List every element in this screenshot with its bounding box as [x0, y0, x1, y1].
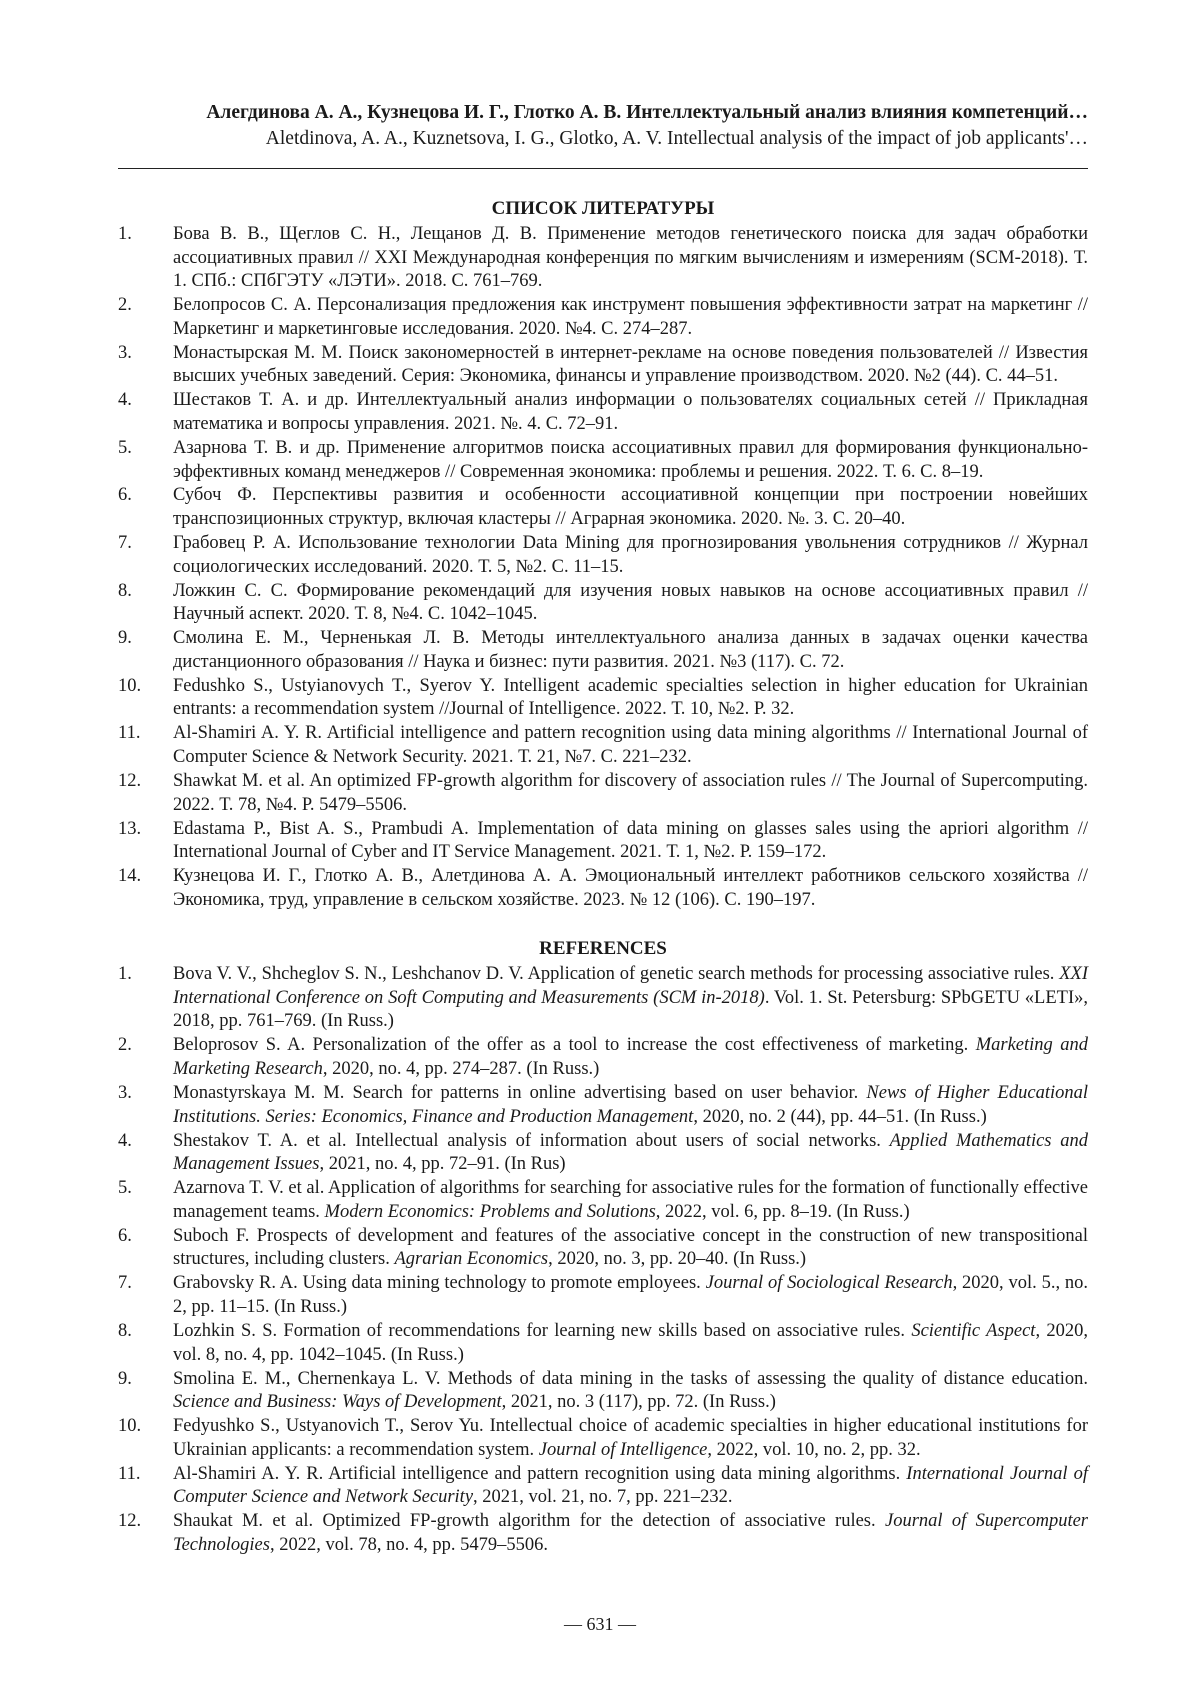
reference-text: Азарнова Т. В. и др. Применение алгоритмов поиска ассоциативных правил для формирования функционально-эффективных команд менеджеров // Современная экономика: проблемы и решения. 2022. Т. 6. С. 8–19.: [173, 437, 1088, 482]
reference-text: Бова В. В., Щеглов С. Н., Лещанов Д. В. Применение методов генетического поиска для задач обработки ассоциативных правил // XXI Международная конференция по мягким вычислениям и измерениям (SCM-2018). Т. 1. СПб.: СПбГЭТУ «ЛЭТИ». 2018. С. 761–769.: [173, 224, 1088, 292]
reference-source-title: Agrarian Economics: [394, 1249, 549, 1270]
reference-text: Azarnova T. V. et al. Application of algorithms for searching for associative rules for the formation of functionally effective management teams.: [173, 1178, 1088, 1222]
reference-item: [118, 1510, 1088, 1557]
reference-text: Грабовец Р. А. Использование технологии Data Mining для прогнозирования увольнения сотрудников // Журнал социологических исследований. 2020. Т. 5, №2. С. 11–15.: [173, 533, 1088, 577]
reference-text: Смолина Е. М., Черненькая Л. В. Методы интеллектуального анализа данных в задачах оценки качества дистанционного образования // Наука и бизнес: пути развития. 2021. №3 (117). С. 72.: [173, 628, 1088, 672]
reference-number: 10.: [118, 1416, 142, 1437]
reference-source-title: Marketing and Marketing Research: [173, 1035, 1089, 1080]
reference-text: Lozhkin S. S. Formation of recommendations for learning new skills based on associative rules.: [173, 1320, 912, 1341]
reference-number: 3.: [118, 342, 132, 363]
reference-item: [118, 223, 1088, 294]
reference-item: [118, 627, 1088, 674]
reference-number: 8.: [118, 1320, 132, 1341]
reference-number: 4.: [118, 1130, 132, 1151]
reference-text: , 2022, vol. 10, no. 2, pp. 32.: [707, 1439, 921, 1460]
reference-item: [118, 389, 1088, 436]
reference-number: 4.: [118, 390, 132, 411]
reference-number: 7.: [118, 1273, 132, 1294]
reference-number: 2.: [118, 295, 132, 316]
reference-text: , 2021, vol. 21, no. 7, pp. 221–232.: [473, 1487, 733, 1508]
header-rule: [118, 168, 1088, 169]
reference-number: 6.: [118, 1225, 132, 1246]
reference-text: , 2021, no. 3 (117), pp. 72. (In Russ.): [501, 1392, 776, 1413]
reference-text: , 2020, vol. 5., no. 2, pp. 11–15. (In Russ.): [173, 1273, 1089, 1317]
reference-source-title: Applied Mathematics and Management Issues: [173, 1130, 1088, 1175]
reference-item: [118, 865, 1088, 912]
reference-source-title: Modern Economics: Problems and Solutions: [324, 1201, 656, 1222]
reference-text: Shestakov T. A. et al. Intellectual analysis of information about users of social networks.: [173, 1130, 890, 1151]
reference-text: Монастырская М. М. Поиск закономерностей в интернет-рекламе на основе поведения пользователей // Известия высших учебных заведений. Серия: Экономика, финансы и управление производством. 2020. №2 (44). С. 44–51.: [173, 342, 1088, 387]
reference-item: [118, 722, 1088, 769]
reference-number: 8.: [118, 580, 132, 601]
body: [118, 196, 1088, 1558]
reference-source-title: News of Higher Educational Institutions. Series: Economics, Finance and Production Management: [173, 1083, 1088, 1127]
reference-list-en: [118, 963, 1088, 1557]
reference-text: , 2020, vol. 8, no. 4, pp. 1042–1045. (In Russ.): [173, 1320, 1088, 1365]
reference-item: [118, 1034, 1088, 1081]
reference-item: [118, 1225, 1088, 1272]
reference-text: , 2020, no. 3, pp. 20–40. (In Russ.): [548, 1249, 807, 1270]
reference-text: , 2021, no. 4, pp. 72–91. (In Rus): [319, 1154, 566, 1175]
reference-item: [118, 1177, 1088, 1224]
reference-item: [118, 818, 1088, 865]
reference-text: Grabovsky R. A. Using data mining technology to promote employees.: [173, 1273, 706, 1294]
reference-number: 9.: [118, 628, 132, 649]
reference-text: Suboch F. Prospects of development and features of the associative concept in the construction of new transpositional structures, including clusters.: [173, 1225, 1088, 1270]
reference-item: [118, 484, 1088, 531]
reference-item: [118, 342, 1088, 389]
reference-number: 9.: [118, 1368, 132, 1389]
reference-text: Fedyushko S., Ustyanovich T., Serov Yu. Intellectual choice of academic specialties in higher educational institutions for Ukrainian applicants: a recommendation system.: [173, 1416, 1088, 1460]
reference-number: 5.: [118, 437, 132, 458]
section-title-ru: СПИСОК ЛИТЕРАТУРЫ: [491, 198, 715, 219]
reference-number: 6.: [118, 485, 132, 506]
page-number: — 631 —: [564, 1614, 636, 1634]
reference-text: , 2022, vol. 78, no. 4, pp. 5479–5506.: [269, 1534, 548, 1555]
reference-text: Shawkat M. et al. An optimized FP-growth algorithm for discovery of association rules // The Journal of Supercomputing. 2022. Т. 78, №4. Р. 5479–5506.: [173, 770, 1088, 815]
reference-number: 13.: [118, 818, 142, 839]
reference-text: . Vol. 1. St. Petersburg: SPbGETU «LETI», 2018, pp. 761–769. (In Russ.): [173, 987, 1088, 1032]
reference-source-title: Science and Business: Ways of Development: [173, 1392, 502, 1413]
reference-item: [118, 1082, 1088, 1129]
reference-item: [118, 1415, 1088, 1462]
reference-text: Al-Shamiri A. Y. R. Artificial intelligence and pattern recognition using data mining algorithms // International Journal of Computer Science & Network Security. 2021. Т. 21, №7. С. 221–232.: [173, 723, 1088, 767]
reference-item: [118, 1272, 1088, 1319]
reference-number: 11.: [118, 723, 141, 744]
reference-text: Ложкин С. С. Формирование рекомендаций для изучения новых навыков на основе ассоциативных правил // Научный аспект. 2020. Т. 8, №4. С. 1042–1045.: [173, 580, 1088, 625]
running-head-ru: Алегдинова А. А., Кузнецова И. Г., Глотко А. В. Интеллектуальный анализ влияния компетенций…: [206, 102, 1088, 123]
reference-item: [118, 675, 1088, 722]
reference-item: [118, 580, 1088, 627]
reference-list-ru: [118, 223, 1088, 912]
reference-number: 3.: [118, 1083, 132, 1104]
reference-item: [118, 1320, 1088, 1367]
running-head: [118, 100, 1088, 152]
reference-item: [118, 770, 1088, 817]
reference-number: 14.: [118, 866, 142, 887]
reference-text: Шестаков Т. А. и др. Интеллектуальный анализ информации о пользователях социальных сетей // Прикладная математика и вопросы управления. 2021. №. 4. С. 72–91.: [173, 390, 1088, 434]
reference-number: 12.: [118, 1511, 142, 1532]
reference-text: Субоч Ф. Перспективы развития и особенности ассоциативной концепции при построении новейших транспозиционных структур, включая кластеры // Аграрная экономика. 2020. №. 3. С. 20–40.: [173, 485, 1088, 530]
reference-item: [118, 437, 1088, 484]
reference-number: 1.: [118, 224, 132, 244]
reference-source-title: Journal of Sociological Research: [705, 1273, 953, 1294]
reference-item: [118, 532, 1088, 579]
reference-text: , 2020, no. 4, pp. 274–287. (In Russ.): [322, 1059, 600, 1080]
running-head-en: Aletdinova, A. A., Kuznetsova, I. G., Glotko, A. V. Intellectual analysis of the impact of job applicants'…: [265, 128, 1088, 149]
reference-text: Edastama P., Bist A. S., Prambudi A. Implementation of data mining on glasses sales using the apriori algorithm // International Journal of Cyber and IT Service Management. 2021. Т. 1, №2. Р. 159–172.: [173, 818, 1088, 863]
reference-item: [118, 1130, 1088, 1177]
reference-text: , 2020, no. 2 (44), pp. 44–51. (In Russ.): [693, 1106, 987, 1127]
reference-item: [118, 963, 1088, 1034]
reference-number: 5.: [118, 1178, 132, 1199]
reference-number: 2.: [118, 1035, 132, 1056]
reference-source-title: International Journal of Computer Science and Network Security: [173, 1463, 1088, 1508]
reference-number: 1.: [118, 964, 132, 985]
reference-text: Кузнецова И. Г., Глотко А. В., Алетдинова А. А. Эмоциональный интеллект работников сельского хозяйства // Экономика, труд, управление в сельском хозяйстве. 2023. № 12 (106). С. 190–197.: [173, 866, 1088, 910]
reference-source-title: Scientific Aspect: [911, 1320, 1036, 1341]
reference-text: Bova V. V., Shcheglov S. N., Leshchanov D. V. Application of genetic search methods for processing associative rules.: [173, 964, 1060, 985]
reference-source-title: Journal of Supercomputer Technologies: [173, 1511, 1088, 1555]
reference-item: [118, 1463, 1088, 1510]
reference-number: 11.: [118, 1463, 141, 1484]
reference-item: [118, 294, 1088, 341]
reference-text: Fedushko S., Ustyianovych T., Syerov Y. Intelligent academic specialties selection in higher education for Ukrainian entrants: a recommendation system //Journal of Intelligence. 2022. Т. 10, №2. Р. 32.: [173, 675, 1088, 720]
reference-source-title: XXI International Conference on Soft Computing and Measurements (SCM in-2018): [173, 964, 1088, 1008]
reference-text: Shaukat M. et al. Optimized FP-growth algorithm for the detection of associative rules.: [173, 1511, 885, 1532]
reference-source-title: Journal of Intelligence: [538, 1439, 708, 1460]
reference-number: 7.: [118, 533, 132, 554]
reference-text: , 2022, vol. 6, pp. 8–19. (In Russ.): [655, 1201, 910, 1222]
reference-text: Beloprosov S. A. Personalization of the offer as a tool to increase the cost effectiveness of marketing.: [173, 1035, 976, 1056]
reference-item: [118, 1368, 1088, 1415]
reference-number: 12.: [118, 770, 142, 791]
reference-text: Белопросов С. А. Персонализация предложения как инструмент повышения эффективности затрат на маркетинг // Маркетинг и маркетинговые исследования. 2020. №4. С. 274–287.: [173, 295, 1088, 339]
reference-text: Smolina E. M., Chernenkaya L. V. Methods of data mining in the tasks of assessing the quality of distance education.: [173, 1368, 1088, 1389]
reference-text: Al-Shamiri A. Y. R. Artificial intelligence and pattern recognition using data mining algorithms.: [173, 1463, 907, 1484]
section-title-en: REFERENCES: [539, 938, 667, 960]
reference-text: Monastyrskaya M. M. Search for patterns in online advertising based on user behavior.: [173, 1083, 867, 1104]
reference-number: 10.: [118, 675, 142, 696]
